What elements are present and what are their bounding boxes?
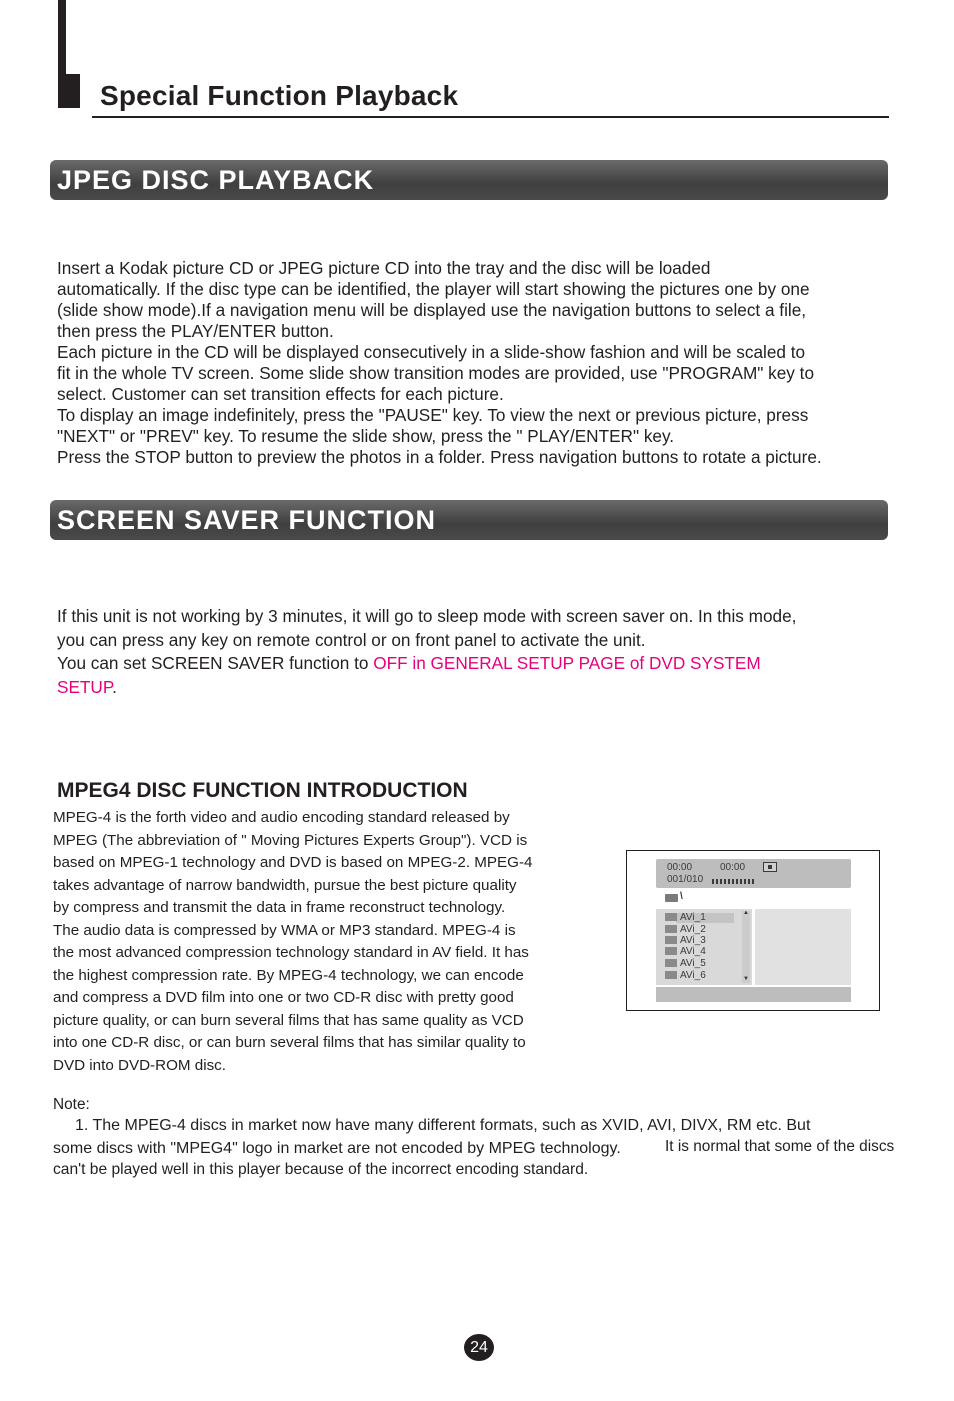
osd-track-counter: 001/010 bbox=[667, 874, 704, 885]
mpeg4-line: MPEG-4 is the forth video and audio encoding standard released by bbox=[53, 809, 510, 826]
volume-level-icon bbox=[712, 879, 756, 884]
jpeg-line: automatically. If the disc type can be identified, the player will start showing the pictures one by one bbox=[57, 279, 810, 299]
jpeg-line: Each picture in the CD will be displayed consecutively in a slide-show fashion and will be scaled to bbox=[57, 342, 806, 362]
file-name: AVi_5 bbox=[680, 958, 706, 969]
jpeg-section-banner: JPEG DISC PLAYBACK bbox=[50, 160, 888, 200]
jpeg-line: "NEXT" or "PREV" key. To resume the slide show, press the " PLAY/ENTER" key. bbox=[57, 426, 675, 446]
mpeg4-line: the highest compression rate. By MPEG-4 technology, we can encode bbox=[53, 966, 524, 984]
osd-time-total: 00:00 bbox=[720, 862, 746, 873]
file-list-item[interactable] bbox=[665, 946, 706, 957]
jpeg-section-body bbox=[57, 258, 822, 468]
scroll-down-arrow-icon[interactable]: ▼ bbox=[743, 976, 749, 982]
jpeg-line: Insert a Kodak picture CD or JPEG picture CD into the tray and the disc will be loaded bbox=[57, 258, 711, 278]
file-name: AVi_2 bbox=[680, 924, 706, 935]
mpeg4-line: and compress a DVD film into one or two CD-R disc with pretty good bbox=[53, 989, 514, 1006]
note-line-2a: some discs with "MPEG4" logo in market are not encoded by MPEG technology. bbox=[53, 1140, 621, 1157]
osd-path: \ bbox=[680, 891, 683, 902]
jpeg-line: (slide show mode).If a navigation menu will be displayed use the navigation buttons to select a file, bbox=[57, 300, 807, 320]
file-list-item[interactable] bbox=[665, 970, 706, 981]
mpeg4-line: the most advanced compression technology standard in AV field. It has bbox=[53, 944, 529, 961]
saver-line-prefix: You can set SCREEN SAVER function to bbox=[57, 653, 374, 673]
note-line-2b: It is normal that some of the discs bbox=[665, 1138, 895, 1155]
saver-highlight: SETUP bbox=[57, 676, 113, 697]
mpeg4-line: picture quality, or can burn several films that has same quality as VCD bbox=[53, 1011, 524, 1029]
page-title: Special Function Playback bbox=[100, 80, 459, 111]
jpeg-line: then press the PLAY/ENTER button. bbox=[57, 321, 334, 341]
file-icon bbox=[665, 947, 677, 955]
file-icon bbox=[665, 959, 677, 967]
file-list-item[interactable] bbox=[665, 924, 706, 935]
file-icon bbox=[665, 925, 677, 933]
screen-saver-body bbox=[57, 605, 796, 699]
file-list-item[interactable] bbox=[665, 912, 706, 923]
file-icon bbox=[665, 971, 677, 979]
mpeg4-line: based on MPEG-1 technology and DVD is based on MPEG-2. MPEG-4 bbox=[53, 854, 533, 871]
note-line-3: can't be played well in this player because of the incorrect encoding standard. bbox=[53, 1161, 589, 1178]
folder-icon bbox=[665, 894, 678, 902]
folder-icon-shape bbox=[665, 894, 678, 902]
saver-line-suffix: . bbox=[112, 676, 117, 697]
mpeg4-line: DVD into DVD-ROM disc. bbox=[53, 1056, 226, 1074]
mpeg4-line: into one CD-R disc, or can burn several films that has similar quality to bbox=[53, 1034, 526, 1051]
file-name: AVi_3 bbox=[680, 935, 706, 946]
file-name: AVi_6 bbox=[680, 970, 706, 981]
osd-bottom-bar bbox=[656, 987, 851, 1002]
stop-icon-square bbox=[768, 865, 772, 869]
file-list-item[interactable] bbox=[665, 935, 706, 946]
jpeg-line: select. Customer can set transition effects for each picture. bbox=[57, 384, 504, 404]
file-name: AVi_1 bbox=[680, 912, 706, 923]
page-number: 24 bbox=[464, 1334, 494, 1361]
file-icon bbox=[665, 913, 677, 921]
mpeg4-heading: MPEG4 DISC FUNCTION INTRODUCTION bbox=[57, 779, 468, 802]
title-divider bbox=[92, 116, 889, 118]
jpeg-line: fit in the whole TV screen. Some slide show transition modes are provided, use "PROGRAM" key to bbox=[57, 363, 815, 383]
mpeg4-body bbox=[53, 807, 596, 1077]
osd-preview-pane bbox=[755, 909, 851, 985]
mpeg4-line: takes advantage of narrow bandwidth, pursue the best picture quality bbox=[53, 876, 517, 894]
file-icon bbox=[665, 936, 677, 944]
osd-time-elapsed: 00:00 bbox=[667, 862, 693, 873]
saver-line bbox=[57, 676, 796, 700]
mpeg4-line: The audio data is compressed by WMA or MP3 standard. MPEG-4 is bbox=[53, 921, 516, 939]
saver-line: If this unit is not working by 3 minutes, it will go to sleep mode with screen saver on. In this mode, bbox=[57, 606, 797, 626]
file-list-item[interactable] bbox=[665, 958, 706, 969]
stop-icon bbox=[763, 862, 777, 872]
saver-line: you can press any key on remote control or on front panel to activate the unit. bbox=[57, 629, 646, 650]
file-name: AVi_4 bbox=[680, 946, 706, 957]
saver-highlight: OFF in GENERAL SETUP PAGE of DVD SYSTEM bbox=[373, 653, 761, 673]
jpeg-line: To display an image indefinitely, press the "PAUSE" key. To view the next or previous picture, press bbox=[57, 405, 809, 425]
note-label: Note: bbox=[53, 1096, 90, 1113]
screen-saver-banner: SCREEN SAVER FUNCTION bbox=[50, 500, 888, 540]
mpeg4-line: MPEG (The abbreviation of " Moving Pictures Experts Group"). VCD is bbox=[53, 831, 528, 849]
scroll-up-arrow-icon[interactable]: ▲ bbox=[743, 910, 749, 916]
osd-scrollbar[interactable] bbox=[742, 911, 750, 983]
corner-bar-block bbox=[58, 74, 80, 108]
saver-line bbox=[57, 652, 796, 676]
note-line-1: 1. The MPEG-4 discs in market now have many different formats, such as XVID, AVI, DIVX, RM etc. But bbox=[75, 1117, 811, 1134]
mpeg4-line: by compress and transmit the data in frame reconstruct technology. bbox=[53, 899, 506, 916]
jpeg-line: Press the STOP button to preview the photos in a folder. Press navigation buttons to rotate a picture. bbox=[57, 447, 822, 467]
note-line-2 bbox=[53, 1140, 621, 1158]
